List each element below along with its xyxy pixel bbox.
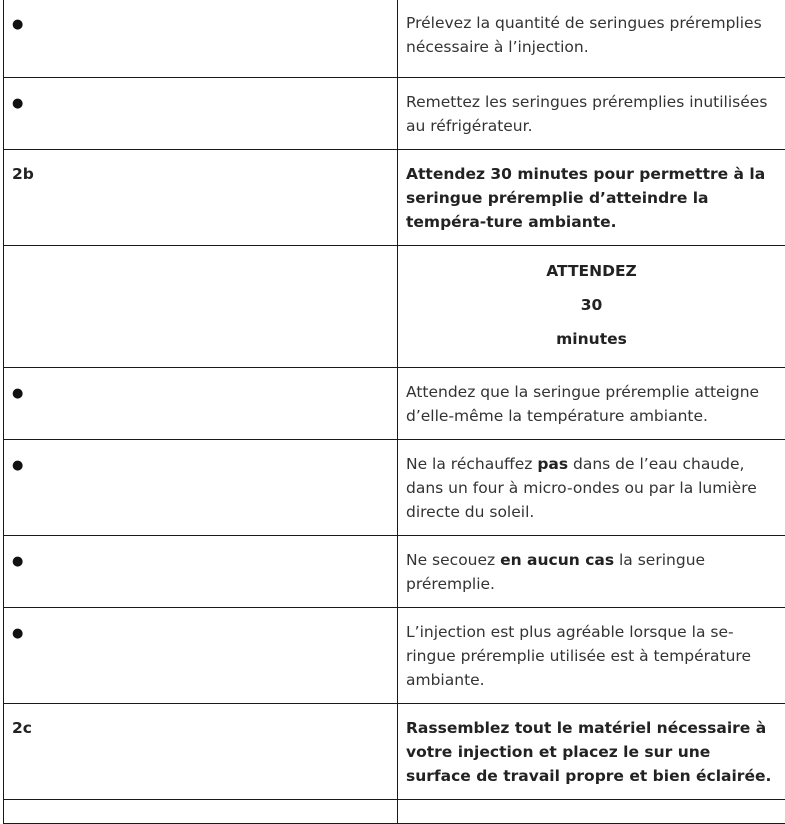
bullet: ● xyxy=(12,17,23,32)
step-text: Ne la réchauffez pas dans de l’eau chaude, dans un four à micro-ondes ou par la lumière directe du soleil. xyxy=(398,440,785,536)
bullet: ● xyxy=(12,626,23,641)
emphasis: pas xyxy=(537,455,568,473)
step-number: 2b xyxy=(4,150,398,246)
table-row xyxy=(4,150,785,246)
wait-label: ATTENDEZ xyxy=(406,254,777,288)
bullet: ● xyxy=(12,554,23,569)
step-text: Attendez que la seringue préremplie atteigne d’elle-même la température ambiante. xyxy=(398,368,785,440)
wait-number: 30 xyxy=(406,288,777,322)
table-row xyxy=(4,608,785,704)
step-heading: Rassemblez tout le matériel nécessaire à votre injection et placez le sur une surface de travail propre et bien éclairée. xyxy=(398,704,785,800)
table-row xyxy=(4,536,785,608)
table-row xyxy=(4,246,785,368)
emphasis: en aucun cas xyxy=(500,551,614,569)
table-row xyxy=(4,440,785,536)
table-row xyxy=(4,800,785,824)
step-text: L’injection est plus agréable lorsque la se-ringue préremplie utilisée est à température ambiante. xyxy=(398,608,785,704)
table-row xyxy=(4,0,785,78)
step-text: Prélevez la quantité de seringues préremplies nécessaire à l’injection. xyxy=(398,0,785,78)
table-row xyxy=(4,704,785,800)
step-text: Ne secouez en aucun cas la seringue préremplie. xyxy=(398,536,785,608)
table-row xyxy=(4,78,785,150)
bullet: ● xyxy=(12,386,23,401)
step-heading: Attendez 30 minutes pour permettre à la seringue préremplie d’atteindre la tempéra-ture ambiante. xyxy=(398,150,785,246)
step-text: Remettez les seringues préremplies inutilisées au réfrigérateur. xyxy=(398,78,785,150)
step-number: 2c xyxy=(4,704,398,800)
wait-unit: minutes xyxy=(406,322,777,356)
table-row xyxy=(4,368,785,440)
wait-callout xyxy=(398,246,785,368)
bullet: ● xyxy=(12,96,23,111)
instruction-table xyxy=(3,0,785,824)
bullet: ● xyxy=(12,458,23,473)
